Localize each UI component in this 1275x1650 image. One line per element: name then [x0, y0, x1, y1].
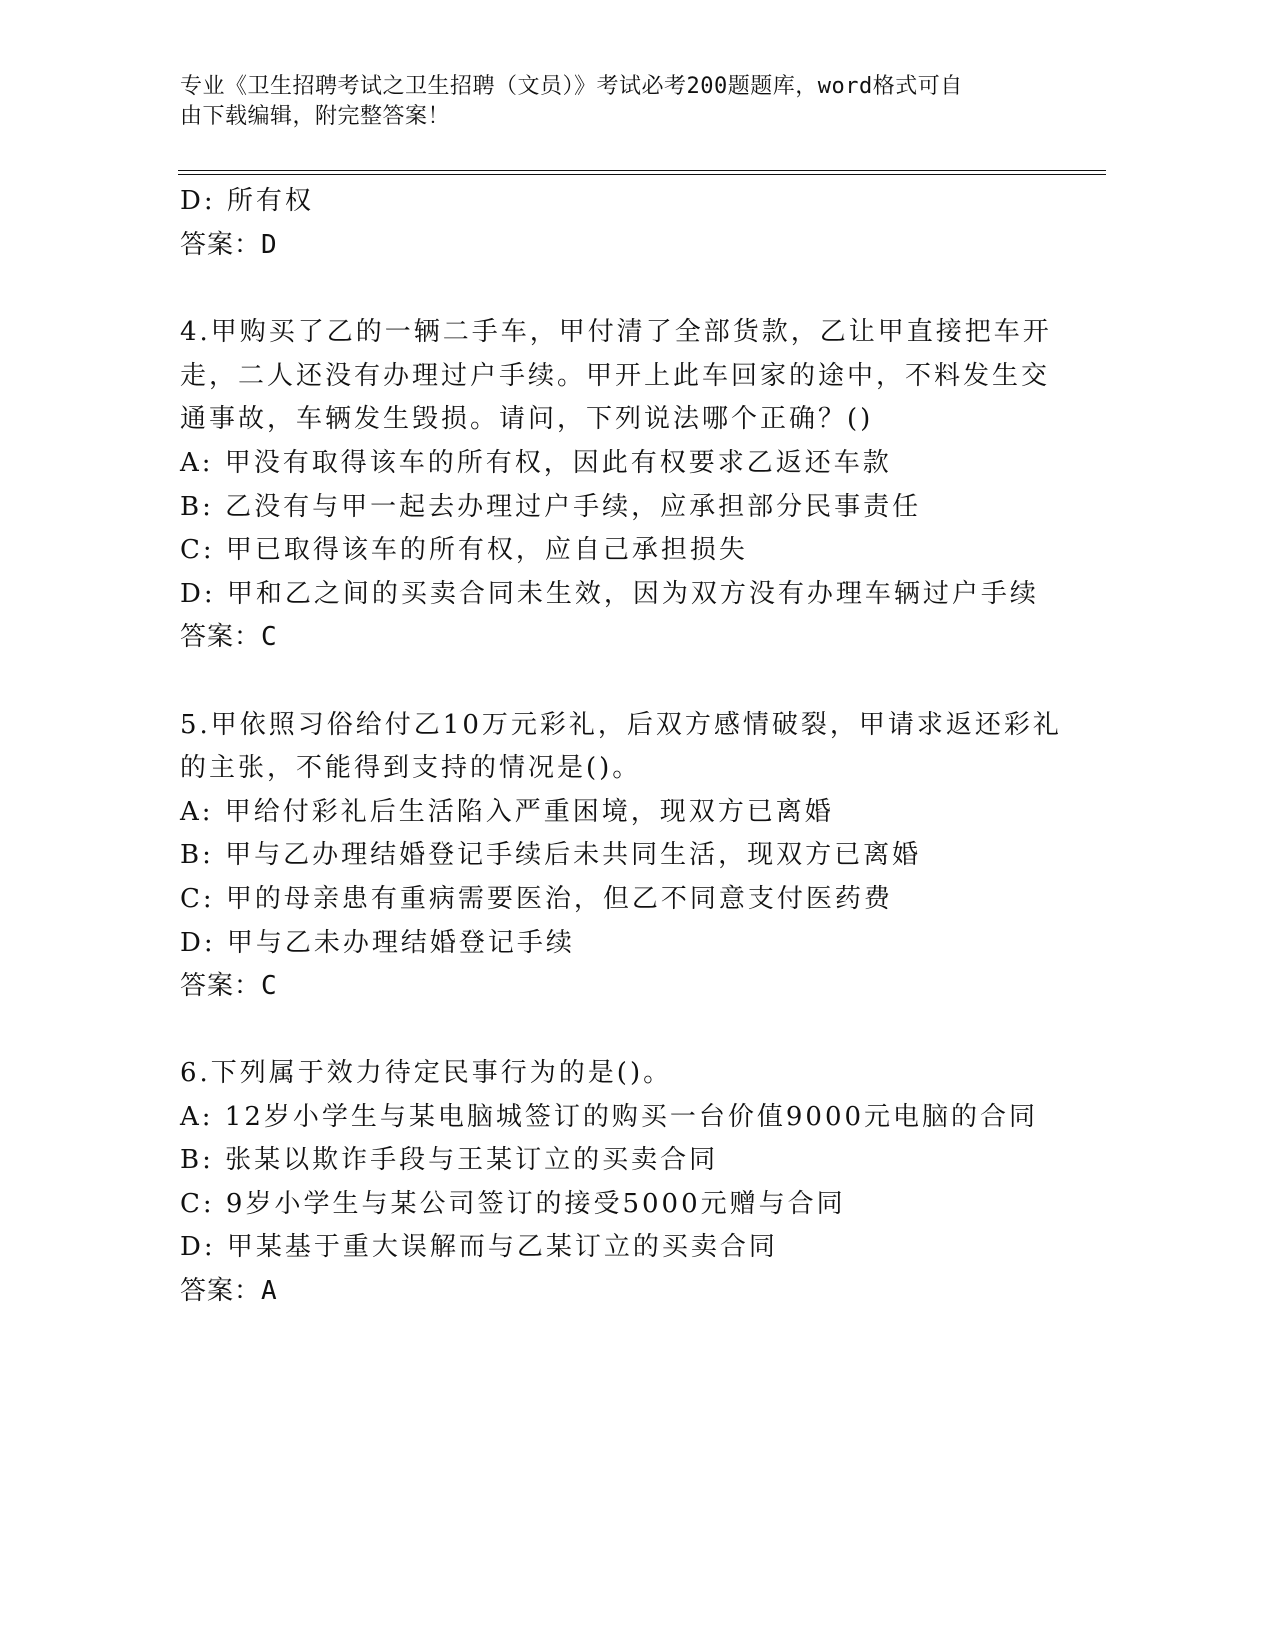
question-6-option-d: D: 甲某基于重大误解而与乙某订立的买卖合同 — [180, 1232, 778, 1262]
question-4-stem-line-1: 4.甲购买了乙的一辆二手车，甲付清了全部货款，乙让甲直接把车开 — [180, 317, 1052, 347]
prev-question-answer — [180, 228, 278, 262]
header-line-1: 专业《卫生招聘考试之卫生招聘（文员）》考试必考200题题库，word格式可自 — [180, 74, 963, 99]
question-6-option-c: C: 9岁小学生与某公司签订的接受5000元赠与合同 — [180, 1189, 846, 1219]
question-4-option-b: B: 乙没有与甲一起去办理过户手续，应承担部分民事责任 — [180, 492, 922, 522]
answer-value: C — [261, 622, 278, 652]
question-5-stem-line-2: 的主张，不能得到支持的情况是()。 — [180, 753, 642, 783]
question-5-answer — [180, 969, 278, 1003]
question-4-stem-line-2: 走，二人还没有办理过户手续。甲开上此车回家的途中，不料发生交 — [180, 361, 1051, 391]
question-6-option-b: B: 张某以欺诈手段与王某订立的买卖合同 — [180, 1145, 719, 1175]
answer-label: 答案： — [180, 971, 262, 1001]
question-5-option-d: D: 甲与乙未办理结婚登记手续 — [180, 928, 575, 958]
answer-value: C — [261, 971, 278, 1001]
question-4-answer — [180, 620, 278, 654]
document-header — [180, 72, 1080, 132]
question-4-option-a: A: 甲没有取得该车的所有权，因此有权要求乙返还车款 — [180, 448, 892, 478]
question-4-stem-line-3: 通事故，车辆发生毁损。请问，下列说法哪个正确？() — [180, 404, 874, 434]
answer-value: D — [261, 230, 278, 260]
answer-label: 答案： — [180, 1276, 262, 1306]
header-line-2: 由下载编辑，附完整答案！ — [180, 104, 451, 129]
question-5-option-c: C: 甲的母亲患有重病需要医治，但乙不同意支付医药费 — [180, 884, 893, 914]
header-divider-bottom — [178, 174, 1106, 175]
question-6-option-a: A: 12岁小学生与某电脑城签订的购买一台价值9000元电脑的合同 — [180, 1102, 1039, 1132]
question-4-option-d: D: 甲和乙之间的买卖合同未生效，因为双方没有办理车辆过户手续 — [180, 579, 1039, 609]
answer-label: 答案： — [180, 230, 262, 260]
question-5-option-b: B: 甲与乙办理结婚登记手续后未共同生活，现双方已离婚 — [180, 840, 922, 870]
answer-value: A — [261, 1276, 278, 1306]
question-5-option-a: A: 甲给付彩礼后生活陷入严重困境，现双方已离婚 — [180, 797, 834, 827]
question-6-stem-line-1: 6.下列属于效力待定民事行为的是()。 — [180, 1058, 673, 1088]
header-divider-top — [178, 170, 1106, 171]
question-6-answer — [180, 1274, 278, 1308]
prev-question-option-d: D: 所有权 — [180, 186, 314, 216]
question-5-stem-line-1: 5.甲依照习俗给付乙10万元彩礼，后双方感情破裂，甲请求返还彩礼 — [180, 710, 1062, 740]
question-4-option-c: C: 甲已取得该车的所有权，应自己承担损失 — [180, 535, 748, 565]
answer-label: 答案： — [180, 622, 262, 652]
